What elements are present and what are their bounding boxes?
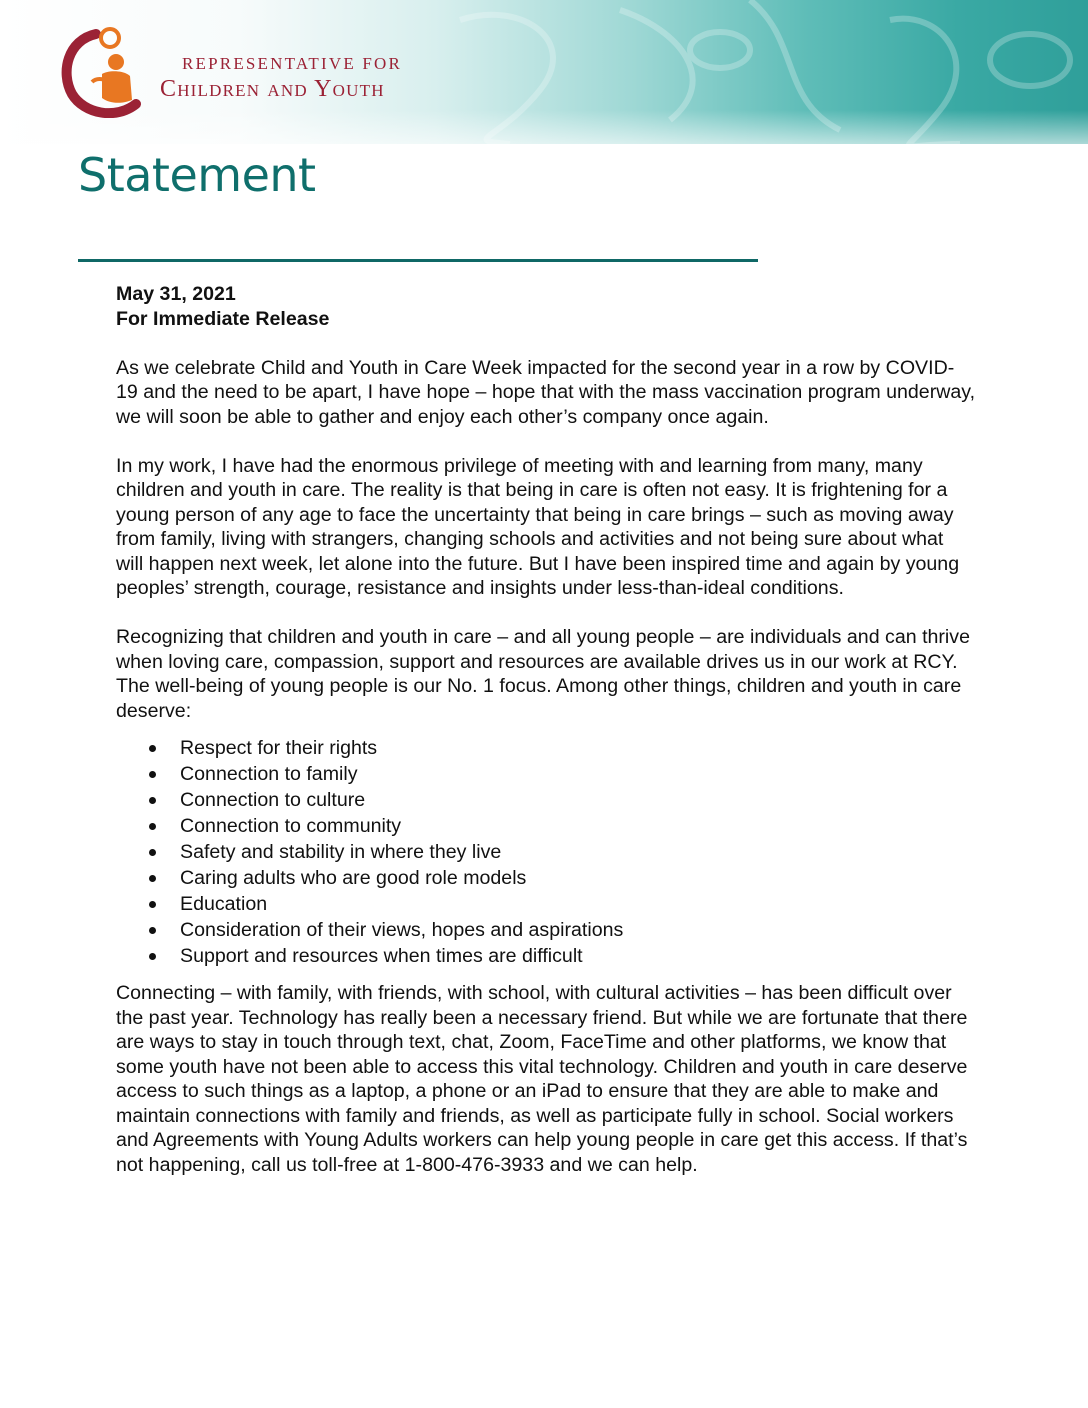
list-item: Safety and stability in where they live xyxy=(116,839,976,865)
paragraph-2: In my work, I have had the enormous privilege of meeting with and learning from many, many children and youth in care. The reality is that being in care is often not easy. It is frightening for a young person of any age to face the uncertainty that being in care brings – such as moving away from family, living with strangers, changing schools and activities and not being sure about what will happen next week, let alone into the future. But I have been inspired time and again by young peoples’ strength, courage, resistance and insights under less-than-ideal conditions. xyxy=(116,454,960,599)
rcy-logo-icon xyxy=(58,24,148,118)
banner-fade xyxy=(0,110,1088,144)
list-item: Consideration of their views, hopes and aspirations xyxy=(116,917,976,943)
release-label: For Immediate Release xyxy=(116,307,330,330)
header-banner xyxy=(0,0,1088,144)
title-divider xyxy=(78,259,758,262)
list-item: Caring adults who are good role models xyxy=(116,865,976,891)
list-item: Respect for their rights xyxy=(116,735,976,761)
org-name-line2: Children and Youth xyxy=(160,76,385,102)
paragraph-1: As we celebrate Child and Youth in Care Week impacted for the second year in a row by COVID-19 and the need to be apart, I have hope – hope that with the mass vaccination program underway, we will soon be able to gather and enjoy each other’s company once again. xyxy=(116,356,976,428)
release-date: May 31, 2021 xyxy=(116,283,236,305)
statement-body xyxy=(116,282,976,1177)
list-item: Education xyxy=(116,891,976,917)
closing-paragraph: Connecting – with family, with friends, with school, with cultural activities – has been difficult over the past year. Technology has really been a necessary friend. But while we are fortunate that there are ways to stay in touch through text, chat, Zoom, FaceTime and other platforms, we know that some youth have not been able to access this vital technology. Children and youth in care deserve access to such things as a laptop, a phone or an iPad to ensure that they are able to make and maintain connections with family and friends, as well as participate fully in school. Social workers and Agreements with Young Adults workers can help young people in care get this access. If that’s not happening, call us toll-free at 1-800-476-3933 and we can help. xyxy=(116,982,968,1176)
list-item: Support and resources when times are difficult xyxy=(116,943,976,969)
page-title: Statement xyxy=(78,148,316,202)
list-item: Connection to community xyxy=(116,813,976,839)
rights-list xyxy=(116,735,976,969)
list-item: Connection to culture xyxy=(116,787,976,813)
paragraph-3: Recognizing that children and youth in care – and all young people – are individuals and can thrive when loving care, compassion, support and resources are available drives us in our work at RCY. The well-being of young people is our No. 1 focus. Among other things, children and youth in care deserve: xyxy=(116,626,970,722)
list-item: Connection to family xyxy=(116,761,976,787)
org-name-line1: REPRESENTATIVE FOR xyxy=(182,54,403,73)
